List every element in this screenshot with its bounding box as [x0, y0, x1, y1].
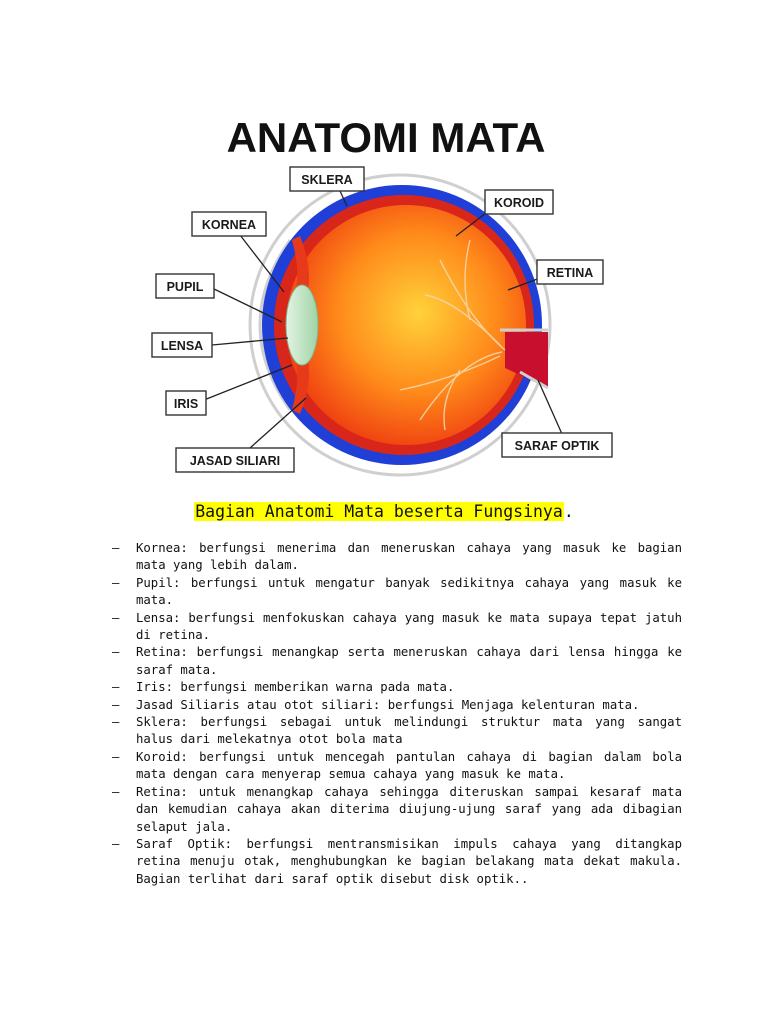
list-item-text: Jasad Siliaris atau otot siliari: berfungsi Menjaga kelenturan mata. [136, 697, 640, 712]
label-saraf-optik [502, 433, 612, 457]
bullet-dash: – [112, 610, 120, 625]
label-kornea-text: KORNEA [201, 218, 257, 232]
list-item-text: Pupil: berfungsi untuk mengatur banyak sedikitnya cahaya yang masuk ke mata. [136, 575, 682, 608]
eye-anatomy-diagram [0, 0, 768, 490]
label-jasad-siliari [176, 448, 294, 472]
eye-diagram-svg [0, 0, 768, 490]
function-list [112, 540, 682, 888]
section-heading [0, 502, 768, 521]
list-item [112, 610, 682, 645]
bullet-dash: – [112, 680, 120, 695]
label-koroid [485, 190, 553, 214]
label-koroid-text: KOROID [494, 196, 544, 210]
list-item [112, 697, 682, 714]
list-item [112, 679, 682, 696]
list-item-text: Sklera: berfungsi sebagai untuk melindungi struktur mata yang sangat halus dari melekatnya otot bola mata [136, 715, 682, 747]
list-item-text: Retina: untuk menangkap cahaya sehingga diteruskan sampai kesaraf mata dan kemudian cahaya akan diterima diujung-ujung saraf yang ada dibagian selaput jala. [136, 784, 682, 834]
list-item [112, 784, 682, 836]
bullet-dash: – [112, 541, 120, 555]
diagram-title: ANATOMI MATA [226, 114, 546, 161]
vitreous-body [286, 205, 526, 445]
label-pupil-text: PUPIL [166, 280, 204, 294]
label-retina [537, 260, 603, 284]
bullet-dash: – [112, 697, 120, 712]
bullet-dash: – [112, 749, 120, 764]
label-pupil [156, 274, 214, 298]
label-jasad-siliari-text: JASAD SILIARI [189, 454, 281, 468]
list-item-text: Lensa: berfungsi menfokuskan cahaya yang masuk ke mata supaya tepat jatuh di retina. [136, 610, 682, 643]
label-sklera [290, 167, 364, 191]
label-lensa [152, 333, 212, 357]
lens-shape [286, 285, 318, 365]
list-item [112, 540, 682, 575]
bullet-dash: – [112, 645, 120, 660]
list-item [112, 644, 682, 679]
label-kornea [192, 212, 266, 236]
bullet-dash: – [112, 784, 120, 799]
list-item [112, 836, 682, 888]
list-item-text: Koroid: berfungsi untuk mencegah pantulan cahaya di bagian dalam bola mata dengan cara menyerap semua cahaya yang masuk ke mata. [136, 749, 682, 782]
bullet-dash: – [112, 715, 120, 730]
label-lensa-text: LENSA [160, 339, 204, 353]
label-iris [166, 391, 206, 415]
bullet-dash: – [112, 575, 120, 590]
list-item-text: Iris: berfungsi memberikan warna pada mata. [136, 680, 455, 695]
section-heading-highlight: Bagian Anatomi Mata beserta Fungsinya [195, 502, 563, 521]
list-item [112, 575, 682, 610]
list-item [112, 714, 682, 749]
label-retina-text: RETINA [546, 266, 594, 280]
label-iris-text: IRIS [173, 397, 199, 411]
bullet-dash: – [112, 836, 120, 851]
label-sklera-text: SKLERA [301, 173, 353, 187]
list-item-text: Kornea: berfungsi menerima dan meneruskan cahaya yang masuk ke bagian mata yang lebih dalam. [136, 541, 682, 573]
section-heading-period: . [563, 502, 574, 521]
list-item-text: Retina: berfungsi menangkap serta meneruskan cahaya dari lensa hingga ke saraf mata. [136, 645, 682, 677]
label-saraf-optik-text: SARAF OPTIK [514, 439, 600, 453]
list-item [112, 749, 682, 784]
list-item-text: Saraf Optik: berfungsi mentransmisikan impuls cahaya yang ditangkap retina menuju otak, menghubungkan ke bagian belakang mata dekat makula. Bagian terlihat dari saraf optik disebut disk optik.. [136, 836, 682, 886]
